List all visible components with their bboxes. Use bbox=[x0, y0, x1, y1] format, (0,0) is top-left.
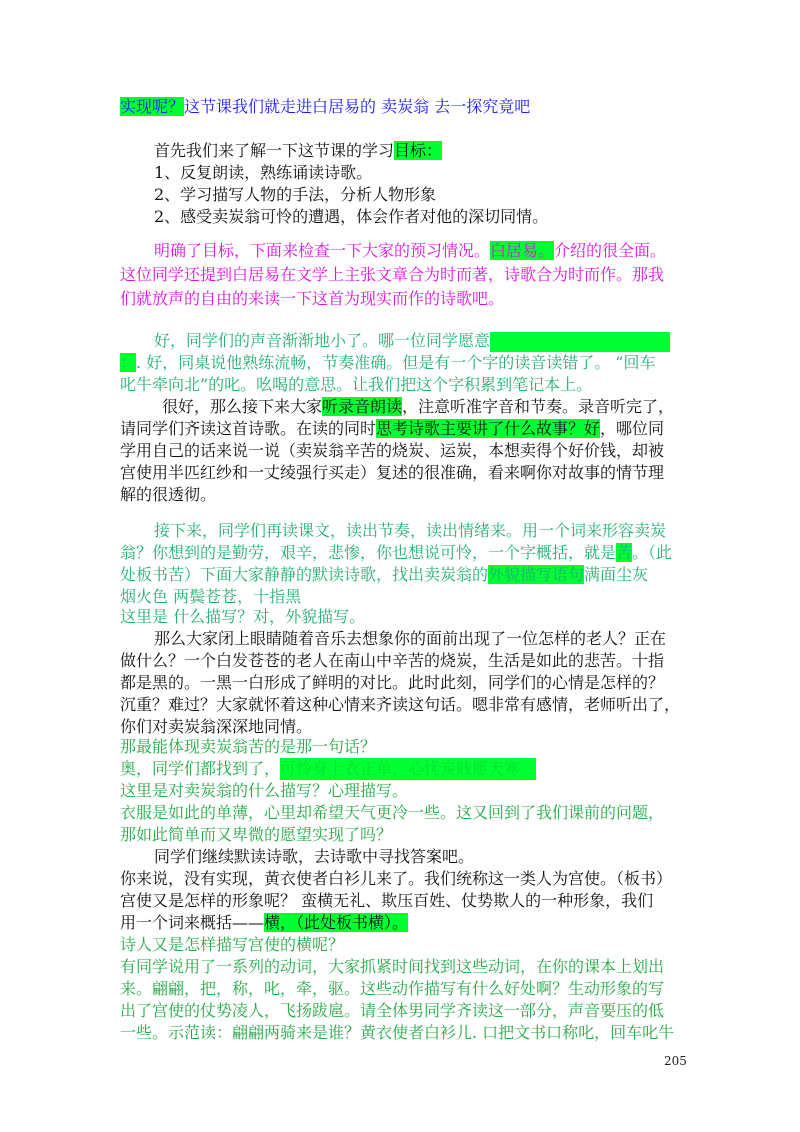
goals-lead bbox=[154, 140, 442, 162]
continue-line-2: 你来说，没有实现，黄衣使者白衫儿来了。我们统称这一类人为宫使。（板书） bbox=[120, 869, 673, 888]
next-line-3 bbox=[120, 564, 648, 586]
listen-line-1 bbox=[162, 396, 674, 418]
continue-line-3: 宫使又是怎样的形象呢？ 蛮横无礼、欺压百姓、仗势欺人的一种形象，我们 bbox=[120, 891, 654, 910]
preview-text-b: 介绍的很全面。 bbox=[554, 241, 667, 260]
next-text-2b: 。（此 bbox=[632, 543, 673, 562]
read-line-1 bbox=[154, 330, 670, 352]
listen-line-3: 学用自己的话来说一说（卖炭翁辛苦的烧炭、运炭，本想卖得个好价钱，却被 bbox=[120, 441, 665, 460]
goal-item-2: 2、学习描写人物的手法，分析人物形象 bbox=[154, 185, 437, 204]
listen-highlight-2: 思考诗歌主要讲了什么故事？ bbox=[376, 419, 585, 438]
continue-text-4a: 用一个词来概括—— bbox=[120, 913, 265, 932]
listen-line-4: 宫使用半匹红纱和一丈绫强行买走）复述的很准确，看来啊你对故事的情节理 bbox=[120, 463, 665, 482]
imagine-line-2: 做什么？一个白发苍苍的老人在南山中辛苦的烧炭，生活是如此的悲苦。十指 bbox=[120, 651, 665, 670]
next-line-5: 这里是 什么描写？对，外貌描写。 bbox=[120, 607, 366, 626]
next-text-3a: 处板书苦）下面大家静静的默读诗歌，找出卖炭翁的 bbox=[120, 565, 489, 584]
listen-text-1a: 很好，那么接下来大家 bbox=[162, 397, 323, 416]
page-number: 205 bbox=[664, 1054, 687, 1068]
next-line-2 bbox=[120, 542, 672, 564]
bitter-line-5: 那如此简单而又卑微的愿望实现了吗？ bbox=[120, 825, 393, 844]
verbs-line-4: 出了宫使的仗势凌人，飞扬跋扈。请全体男同学齐读这一部分，声音要压的低 bbox=[120, 1001, 665, 1020]
next-line-1: 接下来，同学们再读课文，读出节奏，读出情绪来。用一个词来形容卖炭 bbox=[154, 521, 667, 540]
read-text-1: 好，同学们的声音渐渐地小了。哪一位同学愿意 bbox=[154, 331, 491, 350]
listen-line-5: 解的很透彻。 bbox=[120, 485, 217, 504]
bitter-line-2 bbox=[120, 758, 536, 780]
read-highlight-block bbox=[490, 332, 670, 352]
preview-line-1 bbox=[154, 240, 666, 262]
preview-line-3: 们就放声的自由的来读一下这首为现实而作的诗歌吧。 bbox=[120, 289, 505, 308]
bitter-highlight: 可怜身上衣正单，心忧炭贱愿天寒 bbox=[280, 758, 536, 780]
preview-text-a: 明确了目标，下面来检查一下大家的预习情况。 bbox=[154, 241, 491, 260]
next-line-4: 烟火色 两鬓苍苍，十指黑 bbox=[120, 587, 302, 606]
continue-line-4 bbox=[120, 912, 408, 934]
bitter-text-2a: 奥，同学们都找到了， bbox=[120, 759, 281, 778]
preview-line-2: 这位同学还提到白居易在文学上主张文章合为时而著，诗歌合为时而作。那我 bbox=[120, 265, 665, 284]
preview-highlight: 白居易。 bbox=[490, 241, 555, 260]
next-highlight-3: 外貌描写语句 bbox=[488, 565, 585, 584]
intro-text: 这节课我们就走进白居易的 卖炭翁 去一探究竟吧 bbox=[184, 97, 531, 116]
goal-item-3: 2、感受卖炭翁可怜的遭遇，体会作者对他的深切同情。 bbox=[154, 207, 549, 226]
read-text-2: . 好，同桌说他熟练流畅，节奏准确。但是有一个字的读音读错了。 “回车 bbox=[136, 353, 656, 372]
goal-item-1: 1、反复朗读，熟练诵读诗歌。 bbox=[154, 163, 373, 182]
read-highlight-2: ： bbox=[120, 353, 137, 372]
listen-highlight-1: 听录音朗读 bbox=[322, 397, 403, 416]
imagine-line-4: 沉重？难过？大家就怀着这种心情来齐读这句话。嗯非常有感情，老师听出了， bbox=[120, 695, 681, 714]
goals-lead-highlight: 目标： bbox=[394, 141, 443, 160]
bitter-line-4: 衣服是如此的单薄，心里却希望天气更冷一些。这又回到了我们课前的问题， bbox=[120, 803, 665, 822]
imagine-line-3: 都是黑的。一黑一白形成了鲜明的对比。此时此刻，同学们的心情是怎样的？ bbox=[120, 673, 665, 692]
next-text-3b: 满面尘灰 bbox=[584, 565, 649, 584]
read-line-3: 叱牛牵向北”的叱。吆喝的意思。让我们把这个字积累到笔记本上。 bbox=[120, 375, 593, 394]
read-line-2 bbox=[120, 352, 655, 374]
listen-highlight-3: 好 bbox=[584, 419, 601, 438]
listen-text-2a: 请同学们齐读这首诗歌。在读的同时 bbox=[120, 419, 377, 438]
verbs-line-5: 一些。示范读：翩翩两骑来是谁？黄衣使者白衫儿. 口把文书口称叱，回车叱牛 bbox=[120, 1023, 675, 1042]
listen-text-2b: ，哪位同 bbox=[600, 419, 665, 438]
imagine-line-5: 你们对卖炭翁深深地同情。 bbox=[120, 717, 313, 736]
intro-line bbox=[120, 96, 530, 118]
intro-highlight: 实现呢？ bbox=[120, 97, 185, 116]
imagine-line-1: 那么大家闭上眼睛随着音乐去想象你的面前出现了一位怎样的老人？正在 bbox=[154, 629, 667, 648]
bitter-line-1: 那最能体现卖炭翁苦的是那一句话？ bbox=[120, 737, 377, 756]
next-text-2a: 翁？你想到的是勤劳，艰辛，悲惨，你也想说可怜，一个字概括，就是 bbox=[120, 543, 617, 562]
goals-lead-text: 首先我们来了解一下这节课的学习 bbox=[154, 141, 395, 160]
continue-highlight: 横，（此处板书横）。 bbox=[264, 913, 409, 932]
verbs-line-2: 有同学说用了一系列的动词，大家抓紧时间找到这些动词，在你的课本上划出 bbox=[120, 957, 665, 976]
continue-line-1: 同学们继续默读诗歌，去诗歌中寻找答案吧。 bbox=[154, 847, 475, 866]
listen-line-2 bbox=[120, 418, 664, 440]
next-highlight-2: 苦 bbox=[616, 543, 633, 562]
listen-text-1b: ，注意听准字音和节奏。录音听完了， bbox=[402, 397, 675, 416]
verbs-line-1: 诗人又是怎样描写宫使的横呢？ bbox=[120, 935, 345, 954]
bitter-line-3: 这里是对卖炭翁的什么描写？心理描写。 bbox=[120, 781, 409, 800]
verbs-line-3: 来。翩翩，把，称，叱，牵，驱。这些动作描写有什么好处啊？生动形象的写 bbox=[120, 979, 665, 998]
